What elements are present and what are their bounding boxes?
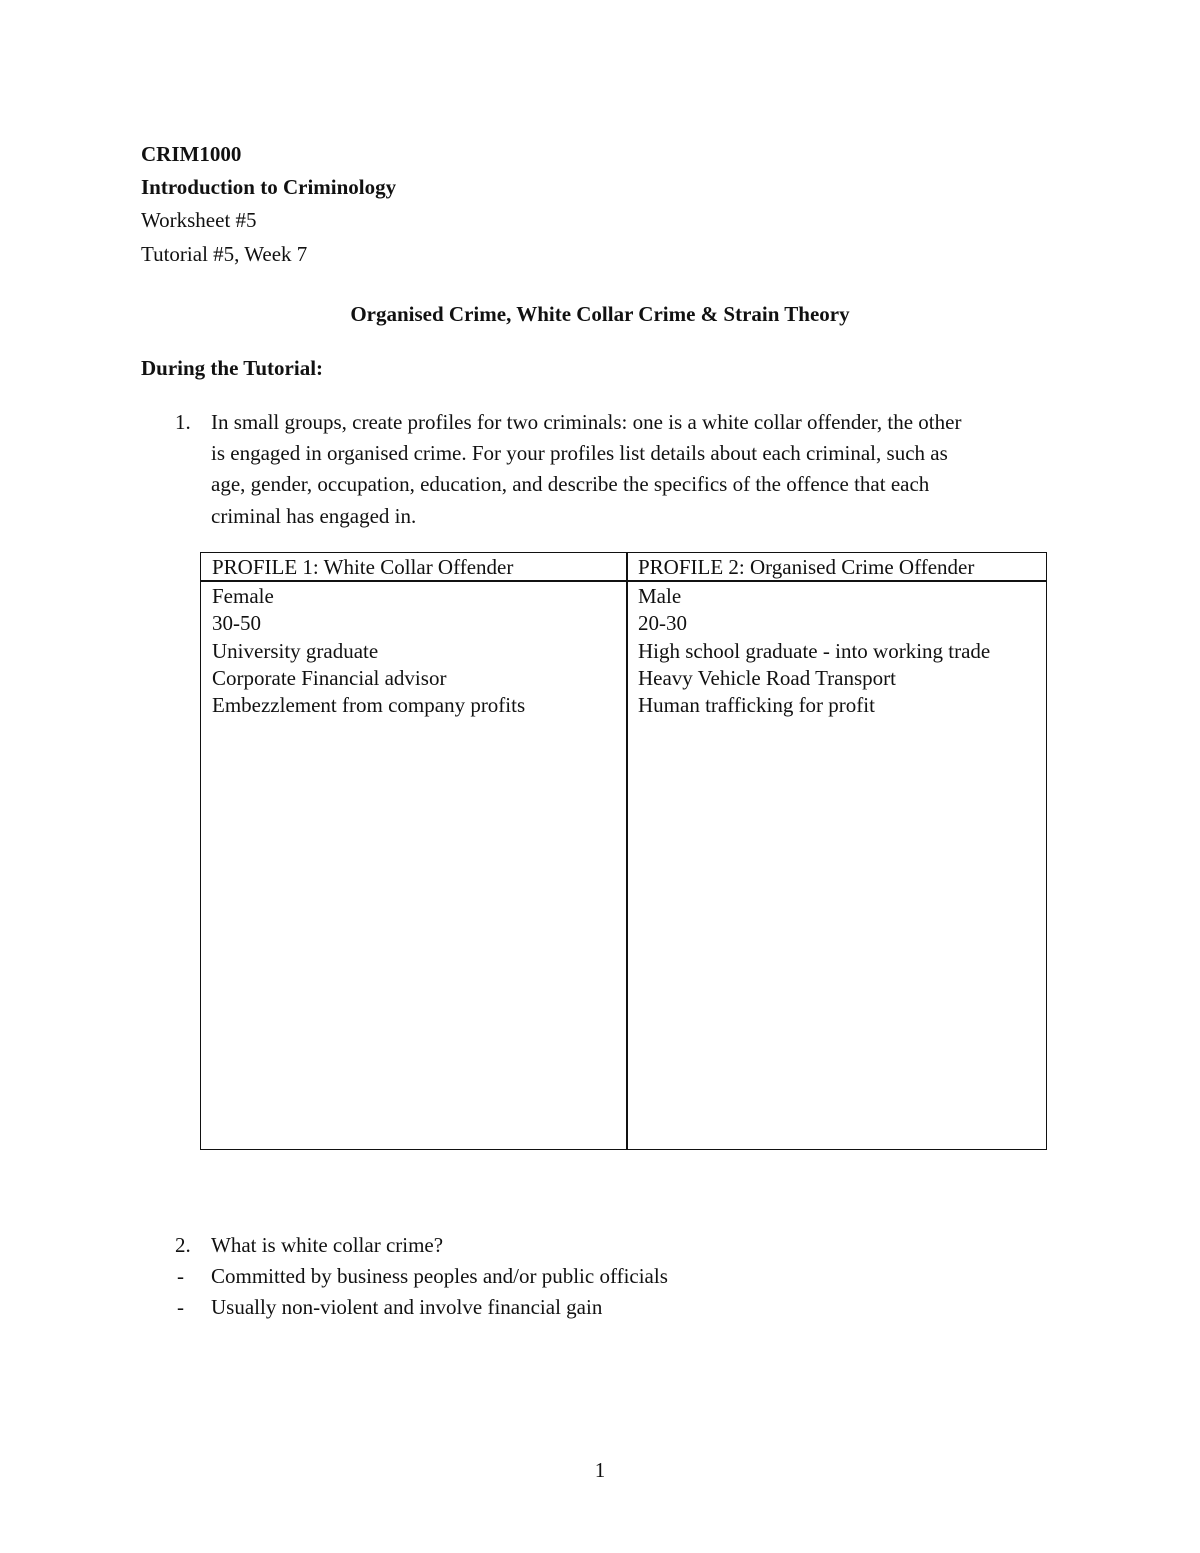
profile-table <box>200 552 1047 1150</box>
profile-2-gender: Male <box>638 584 682 608</box>
question-1-text-line: age, gender, occupation, education, and describe the specifics of the offence that each <box>211 472 930 496</box>
question-1-text-line: criminal has engaged in. <box>211 504 417 528</box>
profile-2-header: PROFILE 2: Organised Crime Offender <box>638 555 975 579</box>
question-2-text: What is white collar crime? <box>211 1233 444 1257</box>
profile-1-header: PROFILE 1: White Collar Offender <box>212 555 514 579</box>
profile-2-occupation: Heavy Vehicle Road Transport <box>638 666 896 690</box>
question-1-number: 1. <box>175 410 191 434</box>
question-2-number: 2. <box>175 1233 191 1257</box>
course-title: Introduction to Criminology <box>141 175 397 199</box>
profile-2-age: 20-30 <box>638 611 687 635</box>
profile-1-education: University graduate <box>212 639 379 663</box>
question-1-text-line: is engaged in organised crime. For your profiles list details about each criminal, such as <box>211 441 948 465</box>
course-code: CRIM1000 <box>141 142 242 166</box>
profile-1-occupation: Corporate Financial advisor <box>212 666 447 690</box>
bullet-dash: - <box>177 1264 184 1288</box>
worksheet-label: Worksheet #5 <box>141 208 257 232</box>
profile-2-offence: Human trafficking for profit <box>638 693 875 717</box>
answer-bullet: Usually non-violent and involve financial gain <box>211 1295 603 1319</box>
tutorial-label: Tutorial #5, Week 7 <box>141 242 308 266</box>
profile-1-gender: Female <box>212 584 274 608</box>
bullet-dash: - <box>177 1295 184 1319</box>
answer-bullet: Committed by business peoples and/or public officials <box>211 1264 668 1288</box>
table-column-divider <box>626 553 628 1149</box>
during-tutorial-heading: During the Tutorial: <box>141 356 324 380</box>
profile-1-age: 30-50 <box>212 611 261 635</box>
profile-2-education: High school graduate - into working trade <box>638 639 991 663</box>
page-number: 1 <box>594 1458 606 1482</box>
section-title: Organised Crime, White Collar Crime & Strain Theory <box>350 302 850 326</box>
question-1-text-line: In small groups, create profiles for two criminals: one is a white collar offender, the other <box>211 410 962 434</box>
profile-1-offence: Embezzlement from company profits <box>212 693 526 717</box>
